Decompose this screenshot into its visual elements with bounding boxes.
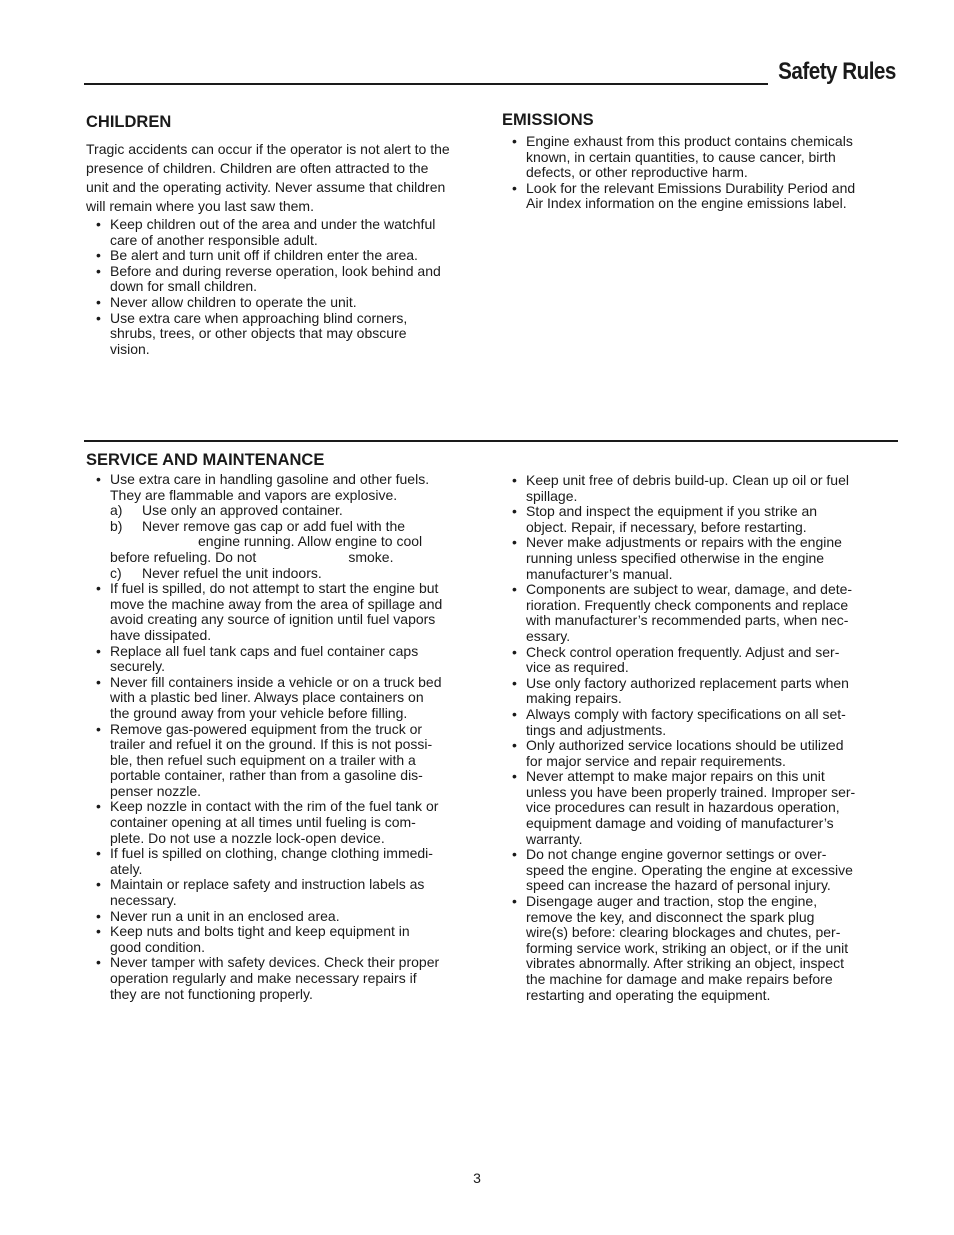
- sub-text-part: smoke.: [348, 548, 394, 565]
- list-item: [502, 645, 894, 676]
- bullet-line: rioration. Frequently check components and replace: [526, 596, 849, 613]
- bullet-line: securely.: [110, 658, 165, 675]
- bullet-line: Air Index information on the engine emissions label.: [526, 195, 847, 212]
- list-item: [86, 846, 486, 877]
- bullet-line: Keep nozzle in contact with the rim of the fuel tank or: [110, 798, 439, 815]
- bullet-line: portable container, rather than from a gasoline dis-: [110, 767, 423, 784]
- list-item: [86, 799, 486, 846]
- list-item: [86, 955, 486, 1002]
- bullet-line: move the machine away from the area of spillage and: [110, 595, 443, 612]
- bullet-line: vibrates abnormally. After striking an object, inspect: [526, 955, 845, 972]
- bullet-line: speed the engine. Operating the engine at excessive: [526, 861, 853, 878]
- service-bullets-left: [86, 472, 486, 503]
- bullet-line: defects, or other reproductive harm.: [526, 164, 748, 181]
- service-section: [86, 451, 486, 1002]
- bullet-line: Look for the relevant Emissions Durability Period and: [526, 179, 856, 196]
- bullet-line: good condition.: [110, 938, 205, 955]
- bullet-line: If fuel is spilled on clothing, change clothing immedi-: [110, 845, 433, 862]
- sub-text: Use only an approved container.: [142, 502, 343, 519]
- list-item: [502, 181, 902, 212]
- bullet-line: operation regularly and make necessary repairs if: [110, 970, 417, 986]
- list-item: [86, 909, 486, 925]
- bullet-line: Keep children out of the area and under the watchful: [110, 216, 436, 232]
- sub-text: Never remove gas cap or add fuel with the: [142, 517, 406, 534]
- bullet-line: Be alert and turn unit off if children enter the area.: [110, 247, 418, 264]
- bullet-line: Stop and inspect the equipment if you strike an: [526, 503, 818, 520]
- emissions-section: [502, 111, 902, 212]
- list-item: [86, 217, 486, 248]
- sub-letter: b): [110, 517, 123, 534]
- list-item: [86, 581, 486, 643]
- bullet-line: avoid creating any source of ignition until fuel vapors: [110, 611, 436, 628]
- bullet-line: Use extra care when approaching blind corners,: [110, 309, 408, 326]
- list-item: [502, 738, 894, 769]
- bullet-line: Never attempt to make major repairs on this unit: [526, 768, 825, 785]
- list-item: [86, 722, 486, 800]
- children-bullets: [86, 217, 486, 357]
- bullet-line: vice as required.: [526, 659, 629, 676]
- intro-line: presence of children. Children are often attracted to the: [86, 160, 429, 176]
- emissions-heading: EMISSIONS: [502, 111, 594, 129]
- bullet-line: ately.: [110, 860, 143, 877]
- emissions-bullets: [502, 134, 902, 212]
- children-heading: CHILDREN: [86, 113, 172, 131]
- bullet-line: Never make adjustments or repairs with the engine: [526, 534, 842, 551]
- bullet-line: Never fill containers inside a vehicle or on a truck bed: [110, 673, 442, 690]
- bullet-line: for major service and repair requirements.: [526, 752, 786, 769]
- list-item: [86, 924, 486, 955]
- bullet-line: Maintain or replace safety and instruction labels as: [110, 876, 425, 893]
- bullet-line: Remove gas-powered equipment from the truck or: [110, 720, 423, 737]
- children-intro: [86, 140, 486, 216]
- bullet-line: unless you have been properly trained. Improper ser-: [526, 783, 856, 800]
- list-item: [86, 675, 486, 722]
- bullet-line: Disengage auger and traction, stop the engine,: [526, 893, 818, 910]
- bullet-line: Before and during reverse operation, look behind and: [110, 262, 441, 279]
- header-rule: [84, 83, 768, 85]
- list-item: [86, 248, 486, 264]
- bullet-line: running unless specified otherwise in the engine: [526, 549, 825, 566]
- list-item: [502, 769, 894, 847]
- bullet-line: have dissipated.: [110, 626, 212, 643]
- sub-item-b: [86, 519, 486, 535]
- bullet-line: Keep unit free of debris build-up. Clean up oil or fuel: [526, 472, 849, 488]
- bullet-line: speed can increase the hazard of personal injury.: [526, 877, 831, 894]
- intro-line: Tragic accidents can occur if the operator is not alert to the: [86, 141, 450, 157]
- list-item: [86, 472, 486, 503]
- intro-line: will remain where you last saw them.: [86, 198, 314, 214]
- bullet-line: Always comply with factory specifications on all set-: [526, 705, 846, 722]
- list-item: [502, 134, 902, 181]
- bullet-line: equipment damage and voiding of manufacturer’s: [526, 815, 834, 832]
- list-item: [502, 894, 894, 1003]
- bullet-line: trailer and refuel it on the ground. If this is not possi-: [110, 736, 433, 753]
- bullet-line: They are flammable and vapors are explosive.: [110, 486, 398, 503]
- list-item: [502, 473, 894, 504]
- bullet-line: Never run a unit in an enclosed area.: [110, 907, 340, 924]
- bullet-line: manufacturer’s manual.: [526, 565, 673, 582]
- list-item: [502, 582, 894, 644]
- children-section: [86, 113, 486, 357]
- list-item: [502, 504, 894, 535]
- service-bullets-right: [502, 473, 894, 1003]
- sub-letter: c): [110, 564, 122, 581]
- bullet-line: Never allow children to operate the unit.: [110, 293, 357, 310]
- bullet-line: object. Repair, if necessary, before restarting.: [526, 518, 807, 535]
- bullet-line: care of another responsible adult.: [110, 231, 318, 248]
- bullet-line: Components are subject to wear, damage, and dete-: [526, 581, 853, 598]
- bullet-line: tings and adjustments.: [526, 721, 667, 738]
- bullet-line: the machine for damage and make repairs before: [526, 971, 833, 987]
- bullet-line: Use only factory authorized replacement parts when: [526, 674, 849, 691]
- bullet-line: If fuel is spilled, do not attempt to start the engine but: [110, 580, 439, 597]
- list-item: [502, 707, 894, 738]
- list-item: [502, 676, 894, 707]
- bullet-line: vice procedures can result in hazardous operation,: [526, 799, 840, 816]
- bullet-line: Check control operation frequently. Adjust and ser-: [526, 643, 840, 660]
- page-title: Safety Rules: [778, 58, 896, 85]
- bullet-line: ble, then refuel such equipment on a trailer with a: [110, 751, 416, 768]
- bullet-line: spillage.: [526, 487, 578, 504]
- bullet-line: remove the key, and disconnect the spark plug: [526, 908, 815, 925]
- list-item: [86, 311, 486, 358]
- bullet-line: Never tamper with safety devices. Check their proper: [110, 954, 440, 971]
- page-number: 3: [473, 1170, 481, 1186]
- section-rule: [84, 440, 898, 442]
- sub-text-cont: [86, 550, 486, 566]
- list-item: [502, 847, 894, 894]
- bullet-line: with a plastic bed liner. Always place containers on: [110, 689, 424, 706]
- service-bullets-left-rest: [86, 581, 486, 1002]
- bullet-line: making repairs.: [526, 690, 622, 707]
- service-section-right: [502, 473, 894, 1003]
- bullet-line: Do not change engine governor settings or over-: [526, 846, 827, 863]
- bullet-line: Only authorized service locations should be utilized: [526, 737, 844, 754]
- sub-item-a: [86, 503, 486, 519]
- sub-item-c: [86, 566, 486, 582]
- list-item: [86, 264, 486, 295]
- list-item: [86, 644, 486, 675]
- bullet-line: Keep nuts and bolts tight and keep equipment in: [110, 923, 410, 940]
- list-item: [86, 877, 486, 908]
- sub-text-part: before refueling. Do not: [110, 548, 257, 565]
- bullet-line: necessary.: [110, 892, 177, 909]
- bullet-line: wire(s) before: clearing blockages and chutes, per-: [526, 924, 841, 941]
- list-item: [502, 535, 894, 582]
- service-heading: SERVICE AND MAINTENANCE: [86, 451, 325, 469]
- bullet-line: Use extra care in handling gasoline and other fuels.: [110, 471, 430, 487]
- bullet-line: plete. Do not use a nozzle lock-open device.: [110, 829, 385, 846]
- bullet-line: container opening at all times until fueling is com-: [110, 814, 416, 831]
- bullet-line: with manufacturer’s recommended parts, when nec-: [526, 612, 849, 629]
- fuel-sublist: [86, 503, 486, 581]
- bullet-line: Engine exhaust from this product contains chemicals: [526, 133, 853, 149]
- bullet-line: shrubs, trees, or other objects that may obscure: [110, 325, 407, 342]
- bullet-line: vision.: [110, 340, 150, 357]
- bullet-line: forming service work, striking an object, or if the unit: [526, 939, 849, 956]
- list-item: [86, 295, 486, 311]
- bullet-line: warranty.: [526, 830, 583, 847]
- bullet-line: the ground away from your vehicle before filling.: [110, 704, 408, 721]
- bullet-line: penser nozzle.: [110, 782, 202, 799]
- bullet-line: restarting and operating the equipment.: [526, 986, 771, 1003]
- intro-line: unit and the operating activity. Never assume that children: [86, 179, 446, 195]
- bullet-line: Replace all fuel tank caps and fuel container caps: [110, 642, 419, 659]
- bullet-line: known, in certain quantities, to cause cancer, birth: [526, 148, 836, 165]
- bullet-line: essary.: [526, 627, 571, 644]
- sub-letter: a): [110, 502, 123, 519]
- sub-text-cont: engine running. Allow engine to cool: [198, 533, 423, 550]
- bullet-line: down for small children.: [110, 278, 258, 295]
- bullet-line: they are not functioning properly.: [110, 985, 313, 1002]
- sub-text: Never refuel the unit indoors.: [142, 564, 322, 581]
